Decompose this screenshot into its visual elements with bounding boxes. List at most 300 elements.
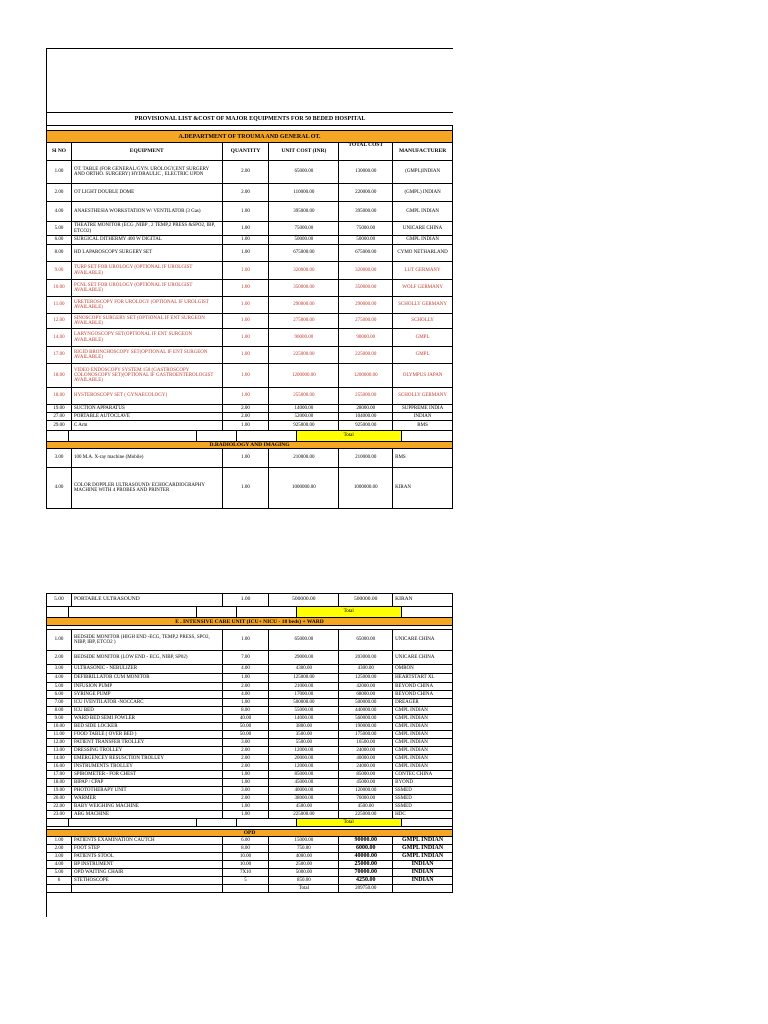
cell-manufacturer: (GMPL)INDIAN [393, 161, 453, 183]
cell-equipment: PATIENT TRANSFER TROLLEY [72, 739, 223, 746]
cell-equipment: PATIENTS STOOL [72, 853, 223, 860]
table-row [46, 202, 453, 222]
cell-manufacturer: CYMO NETHARLAND [393, 245, 453, 261]
cell-manufacturer: GMPL INDIAN [393, 723, 453, 730]
cell-sl: 18.00 [47, 388, 72, 404]
table-row [46, 388, 453, 405]
cell-quantity: 2.00 [223, 405, 270, 412]
cell-quantity: 2.00 [223, 161, 270, 183]
cell-equipment: INSTRUMENTS TROLLEY [72, 763, 223, 770]
cell-quantity: 1.00 [223, 364, 270, 387]
table-row [46, 787, 453, 795]
table-row [46, 161, 453, 184]
cell-equipment: THEATRE MONITOR (ECG ,NIBP , 2 TEMP,2 PRESS &SPO2, IBP, ETCO2) [72, 222, 223, 235]
cell-sl: 19.00 [47, 405, 72, 412]
table-row [46, 674, 453, 683]
cell-sl: 14.00 [47, 755, 72, 762]
table-row [46, 803, 453, 811]
cell-quantity: 2.00 [223, 184, 270, 201]
cell-unit-cost: 52000.00 [269, 413, 339, 420]
cell-sl: 22.00 [47, 803, 72, 810]
cell-equipment: SPIROMETER - FOR CHEST [72, 771, 223, 778]
cell-quantity: 1.00 [223, 803, 270, 810]
document-title: PROVISIONAL LIST &COST OF MAJOR EQUIPMENTS FOR 50 BEDED HOSPITAL [46, 112, 453, 126]
cell-quantity: 1.00 [223, 202, 270, 221]
cell-manufacturer: SCHOLLY GERMANY [393, 388, 453, 404]
table-row [46, 731, 453, 739]
cell-sl: 6.00 [47, 236, 72, 244]
cell-equipment: EMERGENCEY RESUSCTION TROLLEY [72, 755, 223, 762]
cell-total-cost: 210000.00 [339, 449, 393, 467]
opd-total-label: Total [269, 885, 339, 892]
cell-sl: 4.00 [47, 202, 72, 221]
cell-unit-cost: 750.00 [269, 845, 339, 852]
cell-sl: 2.00 [47, 651, 72, 664]
cell-sl: 29.00 [47, 421, 72, 430]
table-row [46, 297, 453, 314]
cell-sl: 17.00 [47, 771, 72, 778]
cell-total-cost: 90000.00 [339, 837, 393, 844]
cell-sl: 1.00 [47, 161, 72, 183]
table-row [46, 314, 453, 329]
cell-total-cost: 76000.00 [339, 795, 393, 802]
table-row [46, 329, 453, 347]
cell-total-cost: 560000.00 [339, 715, 393, 722]
cell-equipment: ICU BED [72, 707, 223, 714]
table-row [46, 747, 453, 755]
cell-manufacturer: SSMED [393, 787, 453, 794]
cell-equipment: VIDEO ENDOSCOPY SYSTEM 150 (GASTROSCOPY COLONOSCOPY SET)(OPTIONAL IF GASTROENTEROLOGIST AVAILABLE) [72, 364, 223, 387]
cell-equipment: BIPAP / CPAP [72, 779, 223, 786]
cell-total-cost: 925000.00 [339, 421, 393, 430]
cell-unit-cost: 5500.00 [269, 739, 339, 746]
cell-unit-cost: 14000.00 [269, 715, 339, 722]
cell-equipment: OPD WAITING CHAIR [72, 869, 223, 876]
table-row [46, 630, 453, 651]
total-label: Total [297, 607, 402, 617]
cell-sl: 5.00 [47, 869, 72, 876]
cell-manufacturer: GMPL INDIAN [393, 837, 453, 844]
cell-manufacturer: GMPL [393, 347, 453, 363]
cell-quantity: 5 [223, 877, 270, 884]
table-row [46, 771, 453, 779]
cell-unit-cost: 50000.00 [269, 236, 339, 244]
cell-total-cost: 4500.00 [339, 803, 393, 810]
cell-manufacturer: INDIAN [393, 877, 453, 884]
cell-sl: 10.00 [47, 723, 72, 730]
cell-equipment: TURP SET FOR UROLOGY (OPTIONAL IF UROLGIST AVAILABLE) [72, 262, 223, 279]
cell-manufacturer: GMPL INDIAN [393, 763, 453, 770]
cell-unit-cost: 12000.00 [269, 763, 339, 770]
cell-unit-cost: 85000.00 [269, 771, 339, 778]
cell-quantity: 7.00 [223, 651, 270, 664]
table-row [46, 779, 453, 787]
cell-total-cost: 500000.00 [339, 699, 393, 706]
table-row [46, 468, 453, 509]
cell-manufacturer: (GMPL) INDIAN [393, 184, 453, 201]
table-row [46, 707, 453, 715]
header-sl: Sl NO [47, 143, 72, 160]
cell-unit-cost: 2500.00 [269, 861, 339, 868]
cell-unit-cost: 125000.00 [269, 674, 339, 682]
cell-unit-cost: 395000.00 [269, 202, 339, 221]
cell-sl: 10.00 [47, 280, 72, 296]
table-row [46, 869, 453, 877]
cell-unit-cost: 110000.00 [269, 184, 339, 201]
cell-total-cost: 220000.00 [339, 184, 393, 201]
cell-total-cost: 4250.00 [339, 877, 393, 884]
cell-manufacturer: SCHOLLY GERMANY [393, 297, 453, 313]
cell-total-cost: 50000.00 [339, 236, 393, 244]
cell-equipment: ULTRASONIC - NEBULIZER [72, 665, 223, 673]
header-quantity: QUANTITY [223, 143, 270, 160]
cell-sl: 5.00 [47, 683, 72, 690]
table-row [46, 184, 453, 202]
cell-equipment: WARMER [72, 795, 223, 802]
cell-manufacturer: OLYMPUS JAPAN [393, 364, 453, 387]
cell-total-cost: 70000.00 [339, 869, 393, 876]
cell-equipment: STETHOSCOPE [72, 877, 223, 884]
cell-sl: 27.00 [47, 413, 72, 420]
cell-total-cost: 440000.00 [339, 707, 393, 714]
cell-sl: 2.00 [47, 845, 72, 852]
cell-unit-cost: 65000.00 [269, 161, 339, 183]
table-row [46, 853, 453, 861]
cell-quantity: 10.00 [223, 861, 270, 868]
cell-total-cost: 125000.00 [339, 674, 393, 682]
cell-unit-cost: 90000.00 [269, 329, 339, 346]
cell-total-cost: 104000.00 [339, 413, 393, 420]
cell-quantity: 1.00 [223, 630, 270, 650]
cell-sl: 13.00 [47, 747, 72, 754]
cell-quantity: 1.00 [223, 779, 270, 786]
cell-unit-cost: 5000.00 [269, 869, 339, 876]
cell-manufacturer: DREAGER [393, 699, 453, 706]
cell-sl: 8.00 [47, 707, 72, 714]
cell-total-cost: 175000.00 [339, 731, 393, 738]
cell-manufacturer: BEYOND CHINA [393, 691, 453, 698]
cell-equipment: BABY WEIGHING MACHINE [72, 803, 223, 810]
table-row [46, 691, 453, 699]
table-row [46, 763, 453, 771]
cell-unit-cost: 290000.00 [269, 297, 339, 313]
cell-manufacturer: SSMED [393, 795, 453, 802]
cell-manufacturer: RMS [393, 449, 453, 467]
equipment-table-page1 [46, 126, 453, 509]
cell-manufacturer: GMPL INDIAN [393, 707, 453, 714]
cell-equipment: BEDSIDE MONITOR (HIGH END -ECG, TEMP,2 PRESS, SPO2, NIBP, IBP, ETCO2 ) [72, 630, 223, 650]
table-row [46, 347, 453, 364]
header-unit-cost: UNIT COST (INR) [269, 143, 339, 160]
cell-total-cost: 275000.00 [339, 314, 393, 328]
cell-unit-cost: 75000.00 [269, 222, 339, 235]
cell-quantity: 1.00 [223, 674, 270, 682]
cell-manufacturer: INDIAN [393, 413, 453, 420]
cell-total-cost: 28000.00 [339, 405, 393, 412]
cell-manufacturer: SUPPREME INDIA [393, 405, 453, 412]
cell-quantity: 1.00 [223, 245, 270, 261]
section-opd-total-row [46, 885, 453, 893]
cell-quantity: 2.00 [223, 755, 270, 762]
cell-manufacturer: BEYOND CHINA [393, 683, 453, 690]
cell-total-cost: 290000.00 [339, 297, 393, 313]
cell-manufacturer: OMRON [393, 665, 453, 673]
table-row: 5.00 PORTABLE ULTRASOUND 1.00 500000.00 500000.00 KIRAN [46, 593, 453, 607]
cell-unit-cost: 17000.00 [269, 691, 339, 698]
cell-unit-cost: 320000.00 [269, 262, 339, 279]
cell-manufacturer: UNICARE CHINA [393, 630, 453, 650]
cell-sl: 18.00 [47, 779, 72, 786]
cell-sl: 14.00 [47, 329, 72, 346]
cell-equipment: BED SIDE LOCKER [72, 723, 223, 730]
cell-unit-cost: 14000.00 [269, 405, 339, 412]
cell-unit-cost: 20000.00 [269, 755, 339, 762]
cell-sl: 23.00 [47, 811, 72, 818]
cell-manufacturer: GMPL INDIAN [393, 739, 453, 746]
cell-unit-cost: 38000.00 [269, 795, 339, 802]
cell-equipment: LARYNGOSCOPY SET(OPTIONAL IF ENT SURGEON AVAILABLE) [72, 329, 223, 346]
cell-unit-cost: 225000.00 [269, 811, 339, 818]
section-a-title: A.DEPARTMENT OF TROUMA AND GENERAL OT. [46, 131, 453, 143]
table-row [46, 811, 453, 819]
cell-sl: 5.00 [47, 222, 72, 235]
cell-total-cost: 25000.00 [339, 861, 393, 868]
cell-equipment: DEFIBRILLATOR CUM MONITOR [72, 674, 223, 682]
cell-unit-cost: 3800.00 [269, 723, 339, 730]
cell-quantity: 1.00 [223, 468, 270, 508]
cell-quantity: 1.00 [223, 297, 270, 313]
cell-unit-cost: 65000.00 [269, 630, 339, 650]
cell-sl: 3.00 [47, 665, 72, 673]
cell-total-cost: 65000.00 [339, 630, 393, 650]
cell-total-cost: 45000.00 [339, 779, 393, 786]
cell-sl: 3.00 [47, 853, 72, 860]
page1-header-space [46, 48, 453, 112]
opd-total-value: 209750.00 [339, 885, 393, 892]
table-row [46, 245, 453, 262]
cell-unit-cost: 500000.00 [269, 699, 339, 706]
cell-total-cost: 68000.00 [339, 691, 393, 698]
cell-unit-cost: 45000.00 [269, 779, 339, 786]
table-row [46, 222, 453, 236]
cell-total-cost: 1200000.00 [339, 364, 393, 387]
cell-sl: 1.00 [47, 837, 72, 844]
cell-quantity: 3.00 [223, 739, 270, 746]
cell-total-cost: 255000.00 [339, 388, 393, 404]
table-row [46, 449, 453, 468]
table-row [46, 280, 453, 297]
cell-equipment: ABG MACHINE [72, 811, 223, 818]
cell-equipment: INFUSION PUMP [72, 683, 223, 690]
cell-sl: 4.00 [47, 468, 72, 508]
cell-quantity: 1.00 [223, 236, 270, 244]
header-total-cost: TOTAL COST [339, 143, 393, 160]
total-label: Total [297, 819, 402, 826]
cell-quantity: 7X10 [223, 869, 270, 876]
cell-sl: 4.00 [47, 861, 72, 868]
cell-manufacturer: CONTEC CHINA [393, 771, 453, 778]
cell-manufacturer: KIRAN [393, 468, 453, 508]
section-opd-title: OPD [46, 830, 453, 837]
cell-manufacturer: HDC [393, 811, 453, 818]
cell-manufacturer: HEARTSTART XL [393, 674, 453, 682]
cell-total-cost: 320000.00 [339, 262, 393, 279]
cell-equipment: HYSTEROSCOPY SET ( GYNAECOLOGY) [72, 388, 223, 404]
cell-equipment: DRESSING TROLLEY [72, 747, 223, 754]
cell-sl: 11.00 [47, 297, 72, 313]
cell-unit-cost: 850.00 [269, 877, 339, 884]
cell-manufacturer: GMPL INDIAN [393, 845, 453, 852]
cell-manufacturer: INDIAN [393, 869, 453, 876]
cell-equipment: ICU IVENTILATOR -NOCCARC [72, 699, 223, 706]
table-row [46, 845, 453, 853]
cell-quantity: 2.00 [223, 795, 270, 802]
cell-quantity: 8.00 [223, 707, 270, 714]
cell-equipment: HD LAPAROSCOPY SURGERY SET [72, 245, 223, 261]
cell-sl: 4.00 [47, 674, 72, 682]
cell-quantity: 1.00 [223, 347, 270, 363]
cell-sl: 9.00 [47, 262, 72, 279]
cell-equipment: WARD BED SEMI FOWLER [72, 715, 223, 722]
cell-manufacturer: GMPL INDIAN [393, 731, 453, 738]
cell-manufacturer: LUT GERMANY [393, 262, 453, 279]
cell-quantity: 4.00 [223, 691, 270, 698]
cell-manufacturer: WOLF GERMANY [393, 280, 453, 296]
cell-sl: 16.00 [47, 763, 72, 770]
table-header-row [46, 143, 453, 161]
cell-manufacturer: SSMED [393, 803, 453, 810]
cell-total-cost: 24000.00 [339, 747, 393, 754]
cell-equipment: SINOSCOPY SURGERY SET (OPTIONAL IF ENT SURGEON AVAILABLE) [72, 314, 223, 328]
cell-quantity: 1.00 [223, 388, 270, 404]
cell-total-cost: 75000.00 [339, 222, 393, 235]
cell-sl: 12.00 [47, 314, 72, 328]
cell-total-cost: 395000.00 [339, 202, 393, 221]
section-e-rows [46, 630, 453, 819]
section-d-rows [46, 449, 453, 509]
cell-unit-cost: 1000000.00 [269, 468, 339, 508]
cell-total-cost: 24000.00 [339, 763, 393, 770]
cell-sl: 11.00 [47, 731, 72, 738]
cell-quantity: 1.00 [223, 329, 270, 346]
cell-sl: 6.00 [47, 691, 72, 698]
cell-manufacturer: GMPL INDIAN [393, 747, 453, 754]
cell-unit-cost: 40000.00 [269, 787, 339, 794]
cell-quantity: 2.00 [223, 683, 270, 690]
cell-manufacturer: GMPL [393, 329, 453, 346]
cell-quantity: 4.00 [223, 665, 270, 673]
section-d-title: D.RADIOLOGY AND IMAGING [46, 442, 453, 449]
cell-total-cost: 42000.00 [339, 683, 393, 690]
cell-quantity: 2.00 [223, 747, 270, 754]
table-row [46, 877, 453, 885]
table-row [46, 683, 453, 691]
table-row [46, 665, 453, 674]
cell-unit-cost: 225000.00 [269, 347, 339, 363]
table-row [46, 861, 453, 869]
cell-equipment: BP INSTRUMENT [72, 861, 223, 868]
cell-equipment: BEDSIDE MONITOR (LOW END - ECG, NIBP, SP02) [72, 651, 223, 664]
table-row [46, 236, 453, 245]
cell-total-cost: 1000000.00 [339, 468, 393, 508]
cell-manufacturer: GMPL INDIAN [393, 755, 453, 762]
table-row [46, 739, 453, 747]
cell-quantity: 1.00 [223, 314, 270, 328]
table-row [46, 837, 453, 845]
cell-quantity: 1.00 [223, 262, 270, 279]
cell-quantity: 1.00 [223, 771, 270, 778]
cell-unit-cost: 55000.00 [269, 707, 339, 714]
cell-total-cost: 675000.00 [339, 245, 393, 261]
cell-unit-cost: 925000.00 [269, 421, 339, 430]
cell-sl: 12.00 [47, 739, 72, 746]
cell-quantity: 1.00 [223, 222, 270, 235]
cell-manufacturer: GMPL INDIAN [393, 853, 453, 860]
cell-total-cost: 225000.00 [339, 347, 393, 363]
cell-equipment: SUCTION APPARATUS [72, 405, 223, 412]
table-row [46, 755, 453, 763]
cell-sl: 18.00 [47, 364, 72, 387]
cell-manufacturer: RMS [393, 421, 453, 430]
cell-quantity: 1.00 [223, 699, 270, 706]
cell-equipment: PATIENTS EXAMINATION CAUTCH [72, 837, 223, 844]
cell-unit-cost: 21000.00 [269, 683, 339, 690]
cell-sl: 2.00 [47, 184, 72, 201]
cell-equipment: FOOD TABLE ( OVER BED ) [72, 731, 223, 738]
header-manufacturer: MANUFACTURER [393, 143, 453, 160]
cell-equipment: RIGID BRONCHOSCOPY SET(OPTIONAL IF ENT SURGEON AVAILABLE) [72, 347, 223, 363]
cell-quantity: 2.00 [223, 413, 270, 420]
cell-unit-cost: 3500.00 [269, 731, 339, 738]
cell-quantity: 50.00 [223, 723, 270, 730]
cell-quantity: 1.00 [223, 811, 270, 818]
equipment-table-page2 [46, 593, 453, 917]
cell-equipment: ANAESTHESIA WORKSTATION W/ VENTILATOR (3 Gas) [72, 202, 223, 221]
cell-unit-cost: 275000.00 [269, 314, 339, 328]
cell-total-cost: 6000.00 [339, 845, 393, 852]
cell-total-cost: 225000.00 [339, 811, 393, 818]
table-row [46, 699, 453, 707]
table-row [46, 405, 453, 413]
cell-unit-cost: 12000.00 [269, 747, 339, 754]
cell-equipment: OT LIGHT DOUBLE DOME [72, 184, 223, 201]
section-e-title: E . INTENSIVE CARE UNIT (ICU+ NICU - 18 beds) + WARD [46, 618, 453, 626]
cell-manufacturer: GMPL INDIAN [393, 202, 453, 221]
cell-equipment: SYRINGE PUMP [72, 691, 223, 698]
cell-manufacturer: UNICARE CHINA [393, 651, 453, 664]
cell-sl: 7.00 [47, 699, 72, 706]
cell-total-cost: 4300.00 [339, 665, 393, 673]
section-d-total-row [46, 607, 453, 618]
cell-manufacturer: SCHOLLY [393, 314, 453, 328]
cell-sl: 19.00 [47, 787, 72, 794]
cell-equipment: PHOTOTHERAPY UNIT [72, 787, 223, 794]
cell-total-cost: 16500.00 [339, 739, 393, 746]
cell-unit-cost: 29000.00 [269, 651, 339, 664]
cell-total-cost: 203000.00 [339, 651, 393, 664]
table-row [46, 651, 453, 665]
table-row [46, 723, 453, 731]
section-a-total-row [46, 431, 453, 442]
cell-equipment: COLOR DOPPLER ULTRASOUND/ ECHOCARDIOGRAPHY MACHINE WITH 4 PROBES AND PRINTER [72, 468, 223, 508]
cell-unit-cost: 4000.00 [269, 853, 339, 860]
cell-equipment: 100 M.A. X-ray machine (Mobile) [72, 449, 223, 467]
cell-sl: 6 [47, 877, 72, 884]
cell-quantity: 10.00 [223, 853, 270, 860]
cell-equipment: SURGICAL DITHERMY 400 W DIGITAL [72, 236, 223, 244]
cell-unit-cost: 4500.00 [269, 803, 339, 810]
cell-equipment: C Arm [72, 421, 223, 430]
